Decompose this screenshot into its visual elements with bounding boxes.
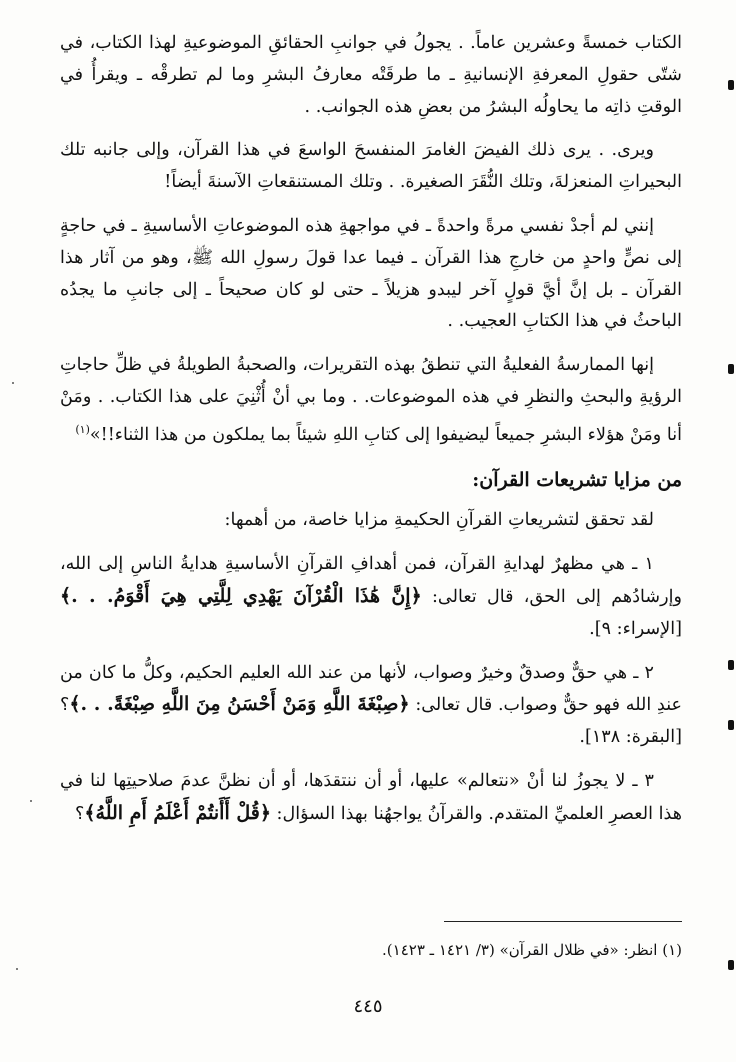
paragraph-2: ويرى. . يرى ذلك الفيضَ الغامرَ المنفسحَ الواسعَ في هذا القرآن، وإلى جانبه تلك البحيراتِ المنعزلةَ، وتلك النُّقَرَ الصغيرة. . وتلك المستنقعاتِ الآسنةَ أيضاً! bbox=[60, 140, 682, 193]
scan-speck bbox=[16, 968, 18, 970]
scan-mark bbox=[728, 660, 734, 670]
paragraph-4-text: إنها الممارسةُ الفعليةُ التي تنطقُ بهذه التقريرات، والصحبةُ الطويلةُ في ظلِّ حاجاتِ الرؤيةِ والبحثِ والنظرِ في هذه الموضوعات. . وما بي أنْ أُثْنِيَ على هذا الكتاب. . ومَنْ أنا ومَنْ هؤلاء البشرِ جميعاً ليضيفوا إلى كتابِ اللهِ شيئاً بما يملكون من هذا الثناء!!» bbox=[60, 355, 682, 445]
page-body bbox=[60, 28, 682, 843]
section-heading: من مزايا تشريعات القرآن: bbox=[472, 469, 682, 492]
item-2-text: ٢ ـ هي حقٌّ وصدقٌ وخيرٌ وصواب، لأنها من عند الله العليم الحكيم، وكلُّ ما كان من عندِ الله فهو حقٌّ وصواب. قال تعالى: bbox=[60, 662, 682, 716]
paragraph-4 bbox=[60, 350, 682, 451]
item-3-end: ؟ bbox=[75, 803, 85, 824]
item-3 bbox=[60, 766, 682, 831]
item-2-reference: ؟ [البقرة: ١٣٨]. bbox=[60, 695, 682, 748]
scan-mark bbox=[728, 364, 734, 374]
intro-paragraph: لقد تحقق لتشريعاتِ القرآنِ الحكيمةِ مزايا خاصة، من أهمها: bbox=[224, 510, 654, 531]
item-1-reference: [الإسراء: ٩]. bbox=[589, 618, 682, 639]
scan-mark bbox=[728, 960, 734, 970]
item-3-quran-verse: ﴿قُلْ أَأَنتُمْ أَعْلَمُ أَمِ اللَّهُ﴾ bbox=[84, 801, 271, 824]
item-3-text: ٣ ـ لا يجوزُ لنا أنْ «نتعالم» عليها، أو أن ننتقدَها، أو أن نظنَّ عدمَ صلاحيتِها لنا في هذا العصرِ العلميِّ المتقدم. والقرآنُ يواجهُنا بهذا السؤال: bbox=[60, 771, 682, 824]
item-2 bbox=[60, 658, 682, 754]
item-1-quran-verse: ﴿إِنَّ هَٰذَا الْقُرْآنَ يَهْدِي لِلَّتِي هِيَ أَقْوَمُ. . .﴾ bbox=[60, 585, 422, 608]
page-number: ٤٤٥ bbox=[353, 996, 383, 1017]
footnote-divider bbox=[444, 921, 682, 922]
paragraph-1: الكتاب خمسةً وعشرين عاماً. . يجولُ في جوانبِ الحقائقِ الموضوعيةِ لهذا الكتاب، في شتّى حقولِ المعرفةِ الإنسانيةِ ـ ما طرقَتْه معارفُ البشرِ وما لم تطرقْه ـ ويقرأُ في الوقتِ ذاتِه ما يحاولُه البشرُ من بعضِ هذه الجوانب. . bbox=[60, 33, 682, 117]
scan-speck bbox=[12, 382, 14, 384]
footnote-ref: (١) bbox=[75, 422, 90, 436]
paragraph-3: إنني لم أجدْ نفسي مرةً واحدةً ـ في مواجهةِ هذه الموضوعاتِ الأساسيةِ ـ في حاجةٍ إلى نصٍّ واحدٍ من خارجِ هذا القرآن ـ فيما عدا قولَ رسولِ الله ﷺ، وهو من آثار هذا القرآن ـ بل إنَّ أيَّ قولٍ آخر ليبدو هزيلاً ـ حتى لو كان صحيحاً ـ إلى جانبِ ما يجدُه الباحثُ في هذا الكتابِ العجيب. . bbox=[60, 215, 682, 332]
item-1-text: ١ ـ هي مظهرٌ لهدايةِ القرآن، فمن أهدافِ القرآنِ الأساسيةِ هدايةُ الناسِ إلى الله، وإرشادُهم إلى الحق، قال تعالى: bbox=[60, 554, 683, 608]
scan-mark bbox=[728, 80, 734, 90]
item-2-quran-verse: ﴿صِبْغَةَ اللَّهِ وَمَنْ أَحْسَنُ مِنَ اللَّهِ صِبْغَةً. . .﴾ bbox=[69, 693, 410, 716]
scan-speck bbox=[30, 800, 32, 802]
scan-mark bbox=[728, 720, 734, 730]
footnote: (١) انظر: «في ظلال القرآن» (٣/ ١٤٢١ ـ ١٤٢٣). bbox=[382, 941, 682, 959]
item-1 bbox=[60, 549, 682, 645]
